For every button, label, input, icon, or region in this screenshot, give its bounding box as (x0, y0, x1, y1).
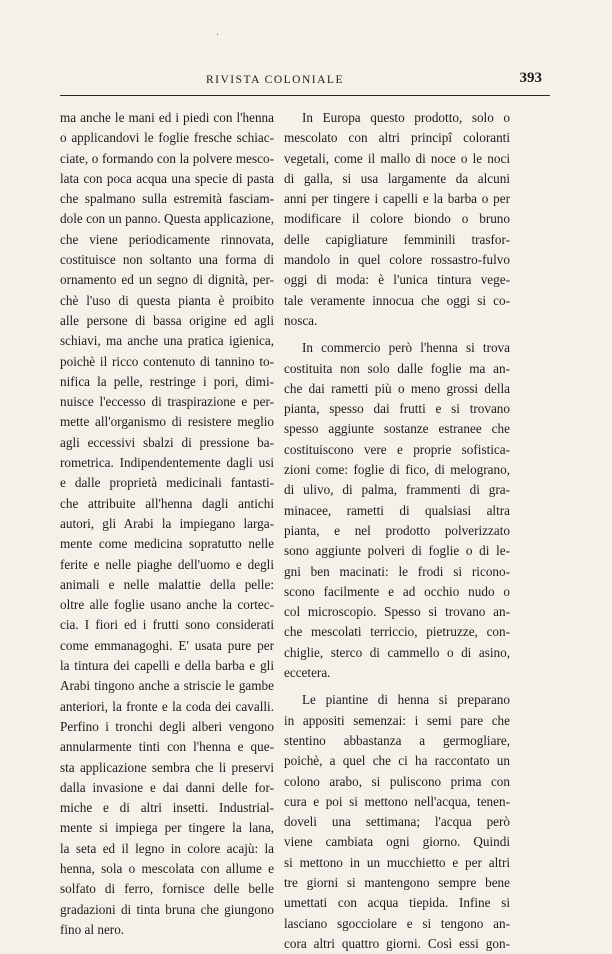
text-line: in appositi semenzai: i semi pare che (284, 712, 510, 728)
text-line: schiavi, ma anche una pratica igienica, (60, 333, 274, 349)
text-line: agli eccessivi sbalzi di pressione ba- (60, 434, 274, 450)
text-line: anteriori, la fronte e la coda dei cavalli. (60, 698, 274, 714)
scan-speck: · (216, 30, 220, 41)
text-line: ciate, o formando con la polvere mesco- (60, 150, 274, 166)
text-line: solfato di ferro, fornisce delle belle (60, 881, 274, 897)
text-line: pianta, e nel prodotto polverizzato (284, 522, 510, 538)
text-line: chè l'uso di questa pianta è proibito (60, 292, 274, 308)
text-line: sono aggiunte polveri di foglie o di le- (284, 543, 510, 559)
text-line: delle capigliature femminili trasfor- (284, 231, 510, 247)
page-number: 393 (519, 70, 542, 86)
paragraph (284, 338, 510, 683)
text-line: pianta, spesso dai frutti e si trovano (284, 401, 510, 417)
text-line: Arabi tingono anche a striscie le gambe (60, 678, 274, 694)
text-line: rometrica. Indipendentemente dagli usi (60, 455, 274, 471)
text-line: fino al nero. (60, 921, 125, 937)
text-line: modificare il colore biondo o bruno (284, 211, 510, 227)
text-line: nuisce l'eccesso di traspirazione e per- (60, 394, 274, 410)
text-line: lata con poca acqua una specie di pasta (60, 170, 274, 186)
text-line: doveli una settimana; l'acqua però (284, 814, 510, 830)
left-column (60, 108, 274, 940)
text-line: e dalle proprietà medicinali fantasti- (60, 475, 274, 491)
text-line: che attribuite all'henna dagli antichi (60, 495, 274, 511)
text-line: che viene periodicamente rinnovata, (60, 231, 274, 247)
text-line: mandolo in quel colore rossastro-fulvo (284, 252, 510, 268)
text-line: che spalmano sulla estremità fasciam- (60, 191, 274, 207)
text-line: mente come medicina sopratutto nelle (60, 536, 274, 552)
text-line: poichè il ricco contenuto di tannino to- (60, 353, 274, 369)
text-line: alle persone di bassa origine ed agli (60, 312, 274, 328)
text-line: In Europa questo prodotto, solo o (302, 110, 510, 125)
text-line: che mescolati terriccio, pietruzze, con- (284, 624, 510, 640)
text-line: eccetera. (284, 665, 331, 681)
text-line: si mettono in un mucchietto e per altri (284, 854, 510, 870)
text-line: scono facilmente e ad occhio nudo o (284, 583, 510, 599)
text-line: poichè, a quel che ci ha raccontato un (284, 753, 510, 769)
text-line: lasciano sgocciolare e si tengono an- (284, 915, 510, 931)
paragraph (284, 690, 510, 954)
right-column (284, 108, 510, 954)
text-line: tre giorni si mantengono sempre bene (284, 874, 510, 890)
text-line: zioni come: foglie di fico, di melograno, (284, 462, 510, 478)
text-line: henna, sola o mescolata con allume e (60, 860, 274, 876)
text-line: mette all'organismo di resistere meglio (60, 414, 274, 430)
text-line: cora altri quattro giorni. Così essi gon- (284, 935, 510, 951)
text-line: o applicandovi le foglie fresche schiac- (60, 130, 274, 146)
text-line: ferite e nelle piaghe dell'uomo e degli (60, 556, 274, 572)
text-line: costituita non solo dalle foglie ma an- (284, 360, 510, 376)
text-line: la tintura dei capelli e della barba e gli (60, 658, 274, 674)
paragraph (284, 108, 510, 331)
text-line: oltre alle foglie usano anche la cortec- (60, 597, 274, 613)
text-line: cura e poi si mettono nell'acqua, tenen- (284, 793, 510, 809)
text-line: col microscopio. Spesso si trovano an- (284, 604, 510, 620)
running-head (60, 72, 550, 94)
text-line: stentino abbastanza a germogliare, (284, 732, 510, 748)
text-line: ma anche le mani ed i piedi con l'henna (60, 110, 274, 125)
text-line: mescolato con altri principî coloranti (284, 130, 510, 146)
text-line: nosca. (284, 312, 318, 328)
text-line: gradazioni di tinta bruna che giungono (60, 901, 274, 917)
text-line: sta applicazione sembra che li preservi (60, 759, 274, 775)
paragraph-gap (284, 331, 510, 338)
text-line: In commercio però l'henna si trova (302, 340, 510, 356)
text-line: anni per tingere i capelli e la barba o per (284, 191, 510, 207)
text-line: che dai rametti più o meno grossi della (284, 380, 510, 396)
text-line: dalla invasione e dai danni delle for- (60, 779, 274, 795)
text-line: la seta ed il legno in colore acajù: la (60, 840, 274, 856)
text-line: annularmente tinti con l'henna e que- (60, 739, 274, 755)
text-line: autori, gli Arabi la impiegano larga- (60, 515, 274, 531)
text-line: costituisce non soltanto una forma di (60, 252, 274, 268)
text-line: umettati con acqua tiepida. Infine si (284, 895, 510, 911)
text-line: viene cambiata ogni giorno. Quindi (284, 834, 510, 850)
text-line: miche e di altri insetti. Industrial- (60, 800, 274, 816)
paragraph-gap (284, 683, 510, 690)
text-line: gni ben macinati: le frodi si ricono- (284, 563, 510, 579)
text-line: nifica la pelle, restringe i pori, dimi- (60, 373, 274, 389)
text-line: come emmanagoghi. E' usata pure per (60, 637, 274, 653)
journal-title: RIVISTA COLONIALE (206, 74, 344, 86)
text-line: dole con un panno. Questa applicazione, (60, 211, 274, 227)
text-line: spesso aggiunte sostanze estranee che (284, 421, 510, 437)
text-line: di galla, si usa largamente da alcuni (284, 170, 510, 186)
text-line: tale veramente innocua che oggi si co- (284, 292, 510, 308)
text-line: chiglie, sterco di cammello o di asino, (284, 644, 510, 660)
text-line: mente si impiega per tingere la lana, (60, 820, 274, 836)
text-line: vegetali, come il mallo di noce o le noci (284, 150, 510, 166)
text-line: cia. I fiori ed i frutti sono considerati (60, 617, 274, 633)
text-line: animali e nelle malattie della pelle: (60, 576, 274, 592)
header-rule (60, 95, 550, 96)
text-line: Perfino i tronchi degli alberi vengono (60, 718, 274, 734)
text-line: oggi di moda: è l'unica tintura vege- (284, 272, 510, 288)
text-line: colono arabo, si puliscono prima con (284, 773, 510, 789)
text-line: Le piantine di henna si preparano (302, 692, 510, 708)
text-line: costituiscono vere e proprie sofistica- (284, 441, 510, 457)
text-line: minacee, rametti di qualsiasi altra (284, 502, 510, 518)
text-line: di ulivo, di palma, frammenti di gra- (284, 482, 510, 498)
text-line: ornamento ed un segno di dignità, per- (60, 272, 274, 288)
